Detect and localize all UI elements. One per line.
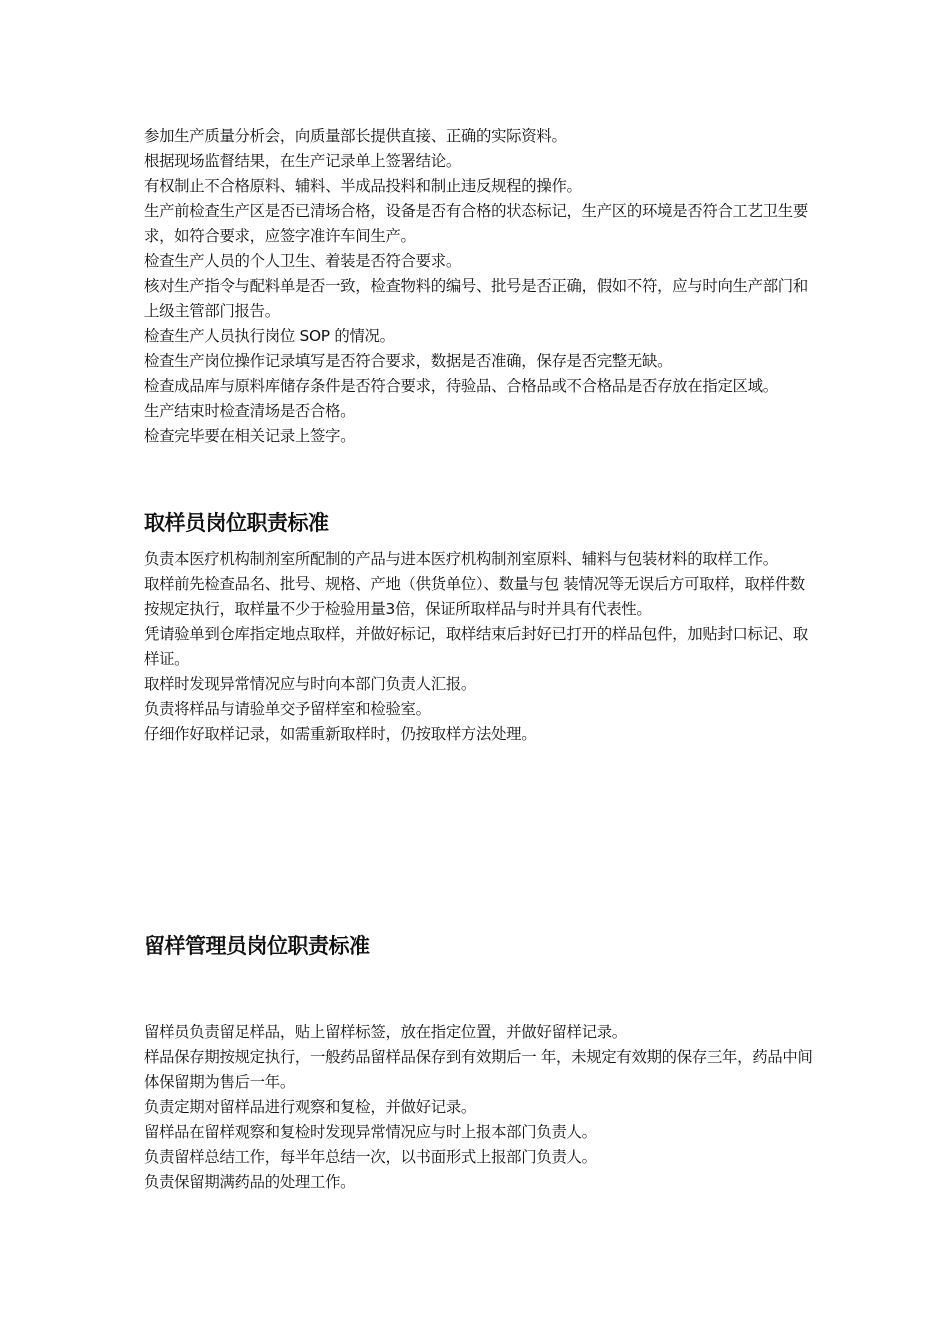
paragraph: 检查生产岗位操作记录填写是否符合要求，数据是否准确，保存是否完整无缺。 <box>144 352 673 370</box>
section-quality-inspector-duties <box>144 124 816 449</box>
paragraph: 留样品在留样观察和复检时发现异常情况应与时上报本部门负责人。 <box>144 1123 597 1141</box>
paragraph: 仔细作好取样记录，如需重新取样时，仍按取样方法处理。 <box>144 725 537 743</box>
paragraph: 取样时发现异常情况应与时向本部门负责人汇报。 <box>144 675 476 693</box>
paragraph: 负责保留期满药品的处理工作。 <box>144 1173 356 1191</box>
paragraph: 负责将样品与请验单交予留样室和检验室。 <box>144 700 431 718</box>
paragraph: 负责定期对留样品进行观察和复检，并做好记录。 <box>144 1098 476 1116</box>
paragraph: 有权制止不合格原料、辅料、半成品投料和制止违反规程的操作。 <box>144 177 582 195</box>
paragraph: 生产结束时检查清场是否合格。 <box>144 402 356 420</box>
section-sampler-duties <box>144 547 816 747</box>
paragraph: 负责本医疗机构制剂室所配制的产品与进本医疗机构制剂室原料、辅料与包装材料的取样工作。 <box>144 550 778 568</box>
section-heading-sample-keeper: 留样管理员岗位职责标准 <box>144 934 370 958</box>
paragraph: 取样前先检查品名、批号、规格、产地（供货单位）、数量与包 装情况等无误后方可取样，取样件数按规定执行，取样量不少于检验用量3倍，保证所取样品与时并具有代表性。 <box>144 575 805 618</box>
section-heading-sampler: 取样员岗位职责标准 <box>144 511 329 535</box>
paragraph: 核对生产指令与配料单是否一致，检查物料的编号、批号是否正确，假如不符，应与时向生产部门和上级主管部门报告。 <box>144 277 808 320</box>
paragraph: 凭请验单到仓库指定地点取样，并做好标记，取样结束后封好已打开的样品包件，加贴封口标记、取样证。 <box>144 625 808 668</box>
paragraph: 参加生产质量分析会，向质量部长提供直接、正确的实际资料。 <box>144 127 567 145</box>
paragraph: 样品保存期按规定执行，一般药品留样品保存到有效期后一 年，未规定有效期的保存三年，药品中间体保留期为售后一年。 <box>144 1048 813 1091</box>
paragraph: 留样员负责留足样品，贴上留样标签，放在指定位置，并做好留样记录。 <box>144 1023 627 1041</box>
paragraph: 检查完毕要在相关记录上签字。 <box>144 427 356 445</box>
paragraph: 根据现场监督结果，在生产记录单上签署结论。 <box>144 152 461 170</box>
section-sample-keeper-duties <box>144 1020 816 1195</box>
paragraph: 检查成品库与原料库储存条件是否符合要求，待验品、合格品或不合格品是否存放在指定区域。 <box>144 377 778 395</box>
paragraph: 负责留样总结工作，每半年总结一次，以书面形式上报部门负责人。 <box>144 1148 597 1166</box>
paragraph: 检查生产人员的个人卫生、着装是否符合要求。 <box>144 252 461 270</box>
paragraph: 生产前检查生产区是否已清场合格，设备是否有合格的状态标记，生产区的环境是否符合工艺卫生要求，如符合要求，应签字准许车间生产。 <box>144 202 808 245</box>
paragraph: 检查生产人员执行岗位 SOP 的情况。 <box>144 327 395 345</box>
